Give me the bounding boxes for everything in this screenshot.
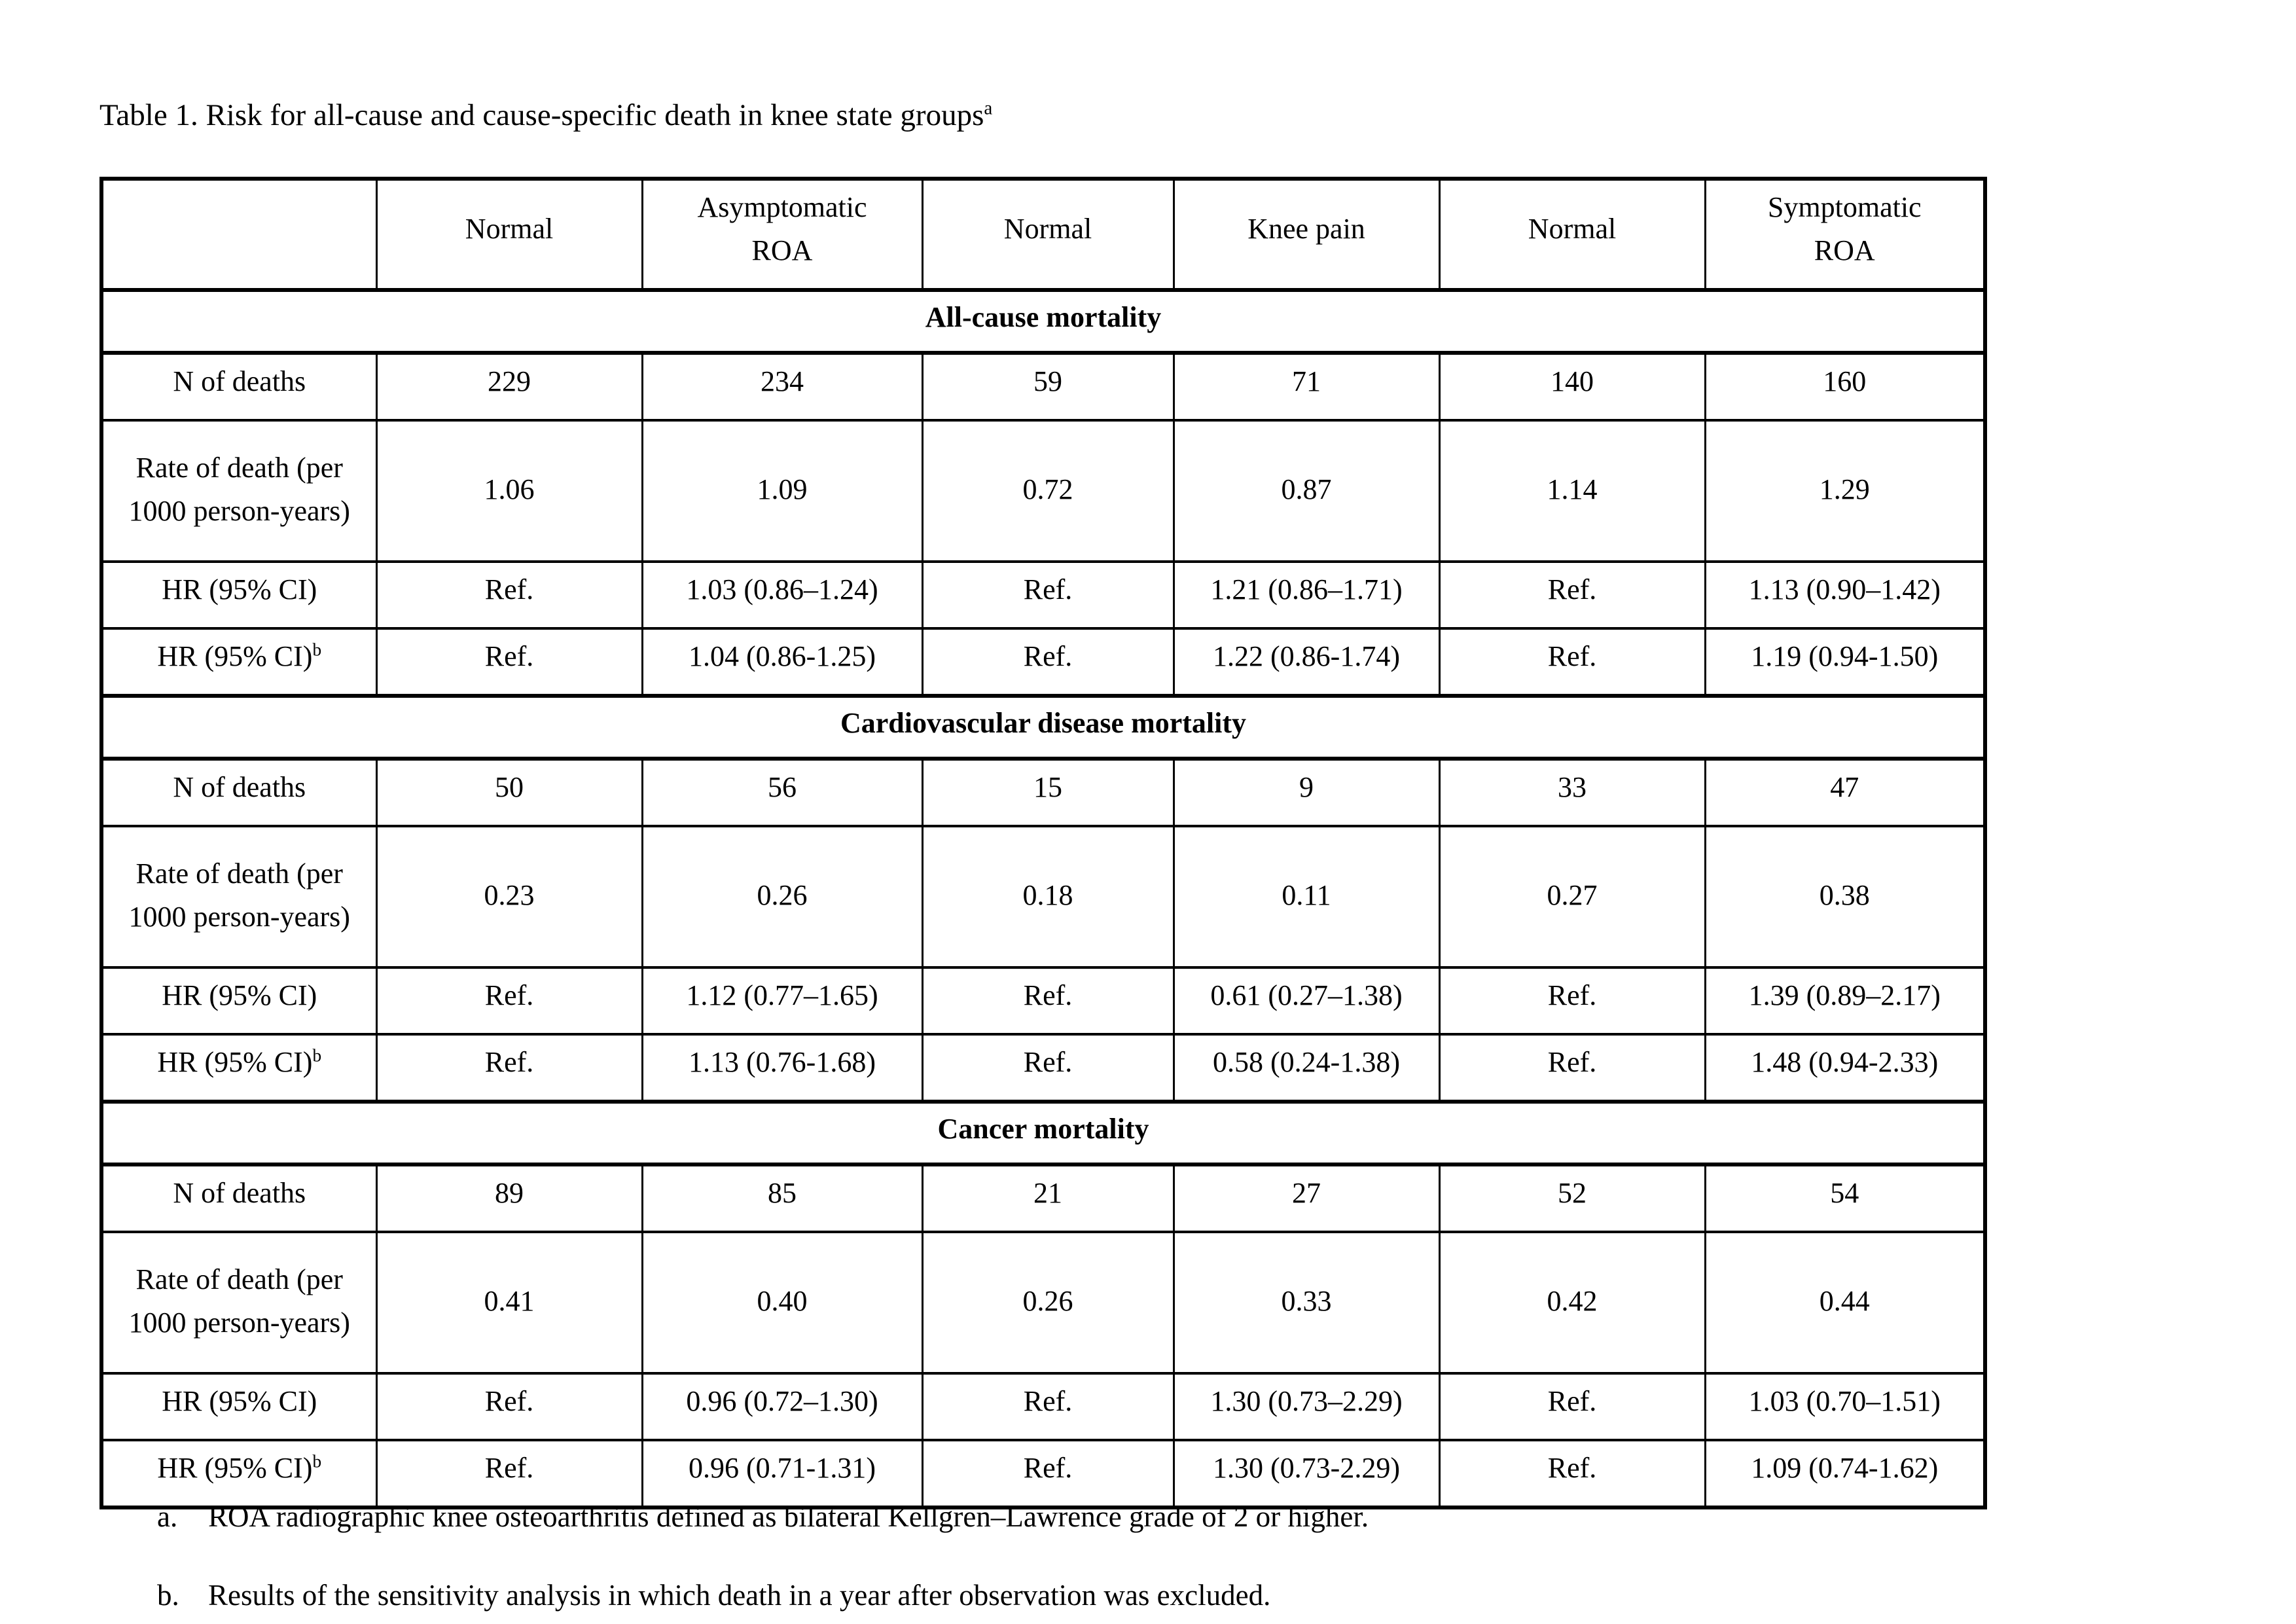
value-cell: 85 xyxy=(642,1164,922,1232)
row-label-superscript: b xyxy=(312,640,322,660)
row-label: Rate of death (per 1000 person-years) xyxy=(128,1263,350,1339)
value-cell: 0.33 xyxy=(1174,1232,1439,1373)
section-header-row xyxy=(101,1102,1985,1164)
footnote-a-text: ROA radiographic knee osteoarthritis defined as bilateral Kellgren–Lawrence grade of 2 or higher. xyxy=(208,1500,1369,1533)
value-cell: 160 xyxy=(1705,353,1985,420)
row-label: HR (95% CI) xyxy=(157,1452,313,1484)
footnote-b xyxy=(157,1576,2055,1615)
table-row xyxy=(101,1373,1985,1440)
value-cell: Ref. xyxy=(922,967,1174,1034)
value-cell: 0.41 xyxy=(376,1232,642,1373)
column-header-cell xyxy=(642,179,922,290)
column-header-cell xyxy=(101,179,376,290)
value-cell: 0.26 xyxy=(642,826,922,967)
value-cell: 0.40 xyxy=(642,1232,922,1373)
row-label-cell xyxy=(101,967,376,1034)
value-cell: 1.30 (0.73–2.29) xyxy=(1174,1373,1439,1440)
value-cell: 89 xyxy=(376,1164,642,1232)
value-cell: 0.61 (0.27–1.38) xyxy=(1174,967,1439,1034)
table-row xyxy=(101,1164,1985,1232)
value-cell: Ref. xyxy=(922,1373,1174,1440)
value-cell: 0.42 xyxy=(1439,1232,1705,1373)
value-cell: Ref. xyxy=(922,1440,1174,1507)
value-cell: Ref. xyxy=(376,1373,642,1440)
row-label: HR (95% CI) xyxy=(157,640,313,672)
column-header-line: ROA xyxy=(1814,234,1875,266)
section-header-row xyxy=(101,696,1985,759)
table-row xyxy=(101,967,1985,1034)
value-cell: 0.18 xyxy=(922,826,1174,967)
value-cell: 33 xyxy=(1439,759,1705,826)
footnote-a xyxy=(157,1498,2055,1536)
value-cell: 1.14 xyxy=(1439,420,1705,562)
row-label-cell xyxy=(101,420,376,562)
table-row xyxy=(101,628,1985,696)
value-cell: Ref. xyxy=(1439,562,1705,628)
column-header-cell xyxy=(1705,179,1985,290)
value-cell: 27 xyxy=(1174,1164,1439,1232)
value-cell: 234 xyxy=(642,353,922,420)
value-cell: 1.48 (0.94-2.33) xyxy=(1705,1034,1985,1102)
row-label-cell xyxy=(101,353,376,420)
column-header-line: Symptomatic xyxy=(1767,191,1922,223)
value-cell: 0.72 xyxy=(922,420,1174,562)
value-cell: Ref. xyxy=(376,628,642,696)
table-title-text: Table 1. Risk for all-cause and cause-specific death in knee state groups xyxy=(99,98,984,132)
column-header-row xyxy=(101,179,1985,290)
value-cell: 1.09 xyxy=(642,420,922,562)
column-header-label: Knee pain xyxy=(1247,213,1365,245)
value-cell: 1.21 (0.86–1.71) xyxy=(1174,562,1439,628)
value-cell: 0.23 xyxy=(376,826,642,967)
column-header-line: ROA xyxy=(751,234,813,266)
value-cell: 1.03 (0.86–1.24) xyxy=(642,562,922,628)
column-header-cell xyxy=(922,179,1174,290)
mortality-table xyxy=(99,177,1987,1509)
value-cell: 1.13 (0.90–1.42) xyxy=(1705,562,1985,628)
value-cell: 1.09 (0.74-1.62) xyxy=(1705,1440,1985,1507)
row-label-cell xyxy=(101,826,376,967)
row-label-superscript: b xyxy=(312,1451,322,1471)
value-cell: 1.29 xyxy=(1705,420,1985,562)
value-cell: Ref. xyxy=(1439,628,1705,696)
value-cell: 15 xyxy=(922,759,1174,826)
value-cell: Ref. xyxy=(376,967,642,1034)
row-label-cell xyxy=(101,1373,376,1440)
row-label-cell xyxy=(101,1034,376,1102)
value-cell: Ref. xyxy=(376,1440,642,1507)
value-cell: 0.26 xyxy=(922,1232,1174,1373)
row-label-cell xyxy=(101,1164,376,1232)
value-cell: Ref. xyxy=(922,628,1174,696)
value-cell: Ref. xyxy=(1439,1373,1705,1440)
value-cell: Ref. xyxy=(376,1034,642,1102)
value-cell: Ref. xyxy=(922,562,1174,628)
section-header-cell: Cardiovascular disease mortality xyxy=(101,696,1985,759)
row-label: N of deaths xyxy=(173,771,306,803)
footnote-b-marker: b. xyxy=(157,1579,179,1612)
row-label-cell xyxy=(101,759,376,826)
value-cell: 0.58 (0.24-1.38) xyxy=(1174,1034,1439,1102)
value-cell: 21 xyxy=(922,1164,1174,1232)
footnote-b-text: Results of the sensitivity analysis in which death in a year after observation was excluded. xyxy=(208,1579,1271,1612)
row-label: Rate of death (per 1000 person-years) xyxy=(128,857,350,933)
table-header xyxy=(101,179,1985,290)
value-cell: 1.06 xyxy=(376,420,642,562)
table-row xyxy=(101,562,1985,628)
table-row xyxy=(101,826,1985,967)
value-cell: 0.96 (0.71-1.31) xyxy=(642,1440,922,1507)
value-cell: 1.19 (0.94-1.50) xyxy=(1705,628,1985,696)
table-body xyxy=(101,290,1985,1507)
value-cell: 1.22 (0.86-1.74) xyxy=(1174,628,1439,696)
value-cell: 52 xyxy=(1439,1164,1705,1232)
value-cell: 0.11 xyxy=(1174,826,1439,967)
value-cell: 54 xyxy=(1705,1164,1985,1232)
row-label-cell xyxy=(101,562,376,628)
row-label-superscript: b xyxy=(312,1045,322,1066)
row-label: N of deaths xyxy=(173,365,306,397)
table-row xyxy=(101,420,1985,562)
table-row xyxy=(101,353,1985,420)
column-header-cell xyxy=(376,179,642,290)
value-cell: 9 xyxy=(1174,759,1439,826)
value-cell: 140 xyxy=(1439,353,1705,420)
section-header-cell: All-cause mortality xyxy=(101,290,1985,353)
column-header-label: Normal xyxy=(1528,213,1617,245)
row-label-cell xyxy=(101,1232,376,1373)
column-header-label: Normal xyxy=(465,213,554,245)
value-cell: 59 xyxy=(922,353,1174,420)
value-cell: 0.87 xyxy=(1174,420,1439,562)
row-label: N of deaths xyxy=(173,1177,306,1209)
value-cell: 1.12 (0.77–1.65) xyxy=(642,967,922,1034)
value-cell: Ref. xyxy=(1439,1034,1705,1102)
value-cell: Ref. xyxy=(922,1034,1174,1102)
value-cell: Ref. xyxy=(376,562,642,628)
column-header-line: Asymptomatic xyxy=(697,191,867,223)
value-cell: 71 xyxy=(1174,353,1439,420)
value-cell: 0.27 xyxy=(1439,826,1705,967)
value-cell: Ref. xyxy=(1439,967,1705,1034)
table-row xyxy=(101,1232,1985,1373)
row-label: HR (95% CI) xyxy=(162,1385,317,1417)
value-cell: 0.44 xyxy=(1705,1232,1985,1373)
footnote-a-marker: a. xyxy=(157,1500,178,1533)
value-cell: 229 xyxy=(376,353,642,420)
value-cell: 0.38 xyxy=(1705,826,1985,967)
value-cell: 1.03 (0.70–1.51) xyxy=(1705,1373,1985,1440)
column-header-cell xyxy=(1439,179,1705,290)
row-label: Rate of death (per 1000 person-years) xyxy=(128,452,350,527)
row-label: HR (95% CI) xyxy=(157,1046,313,1078)
table-title xyxy=(99,97,992,134)
value-cell: 47 xyxy=(1705,759,1985,826)
section-header-cell: Cancer mortality xyxy=(101,1102,1985,1164)
row-label-cell xyxy=(101,628,376,696)
table-row xyxy=(101,1034,1985,1102)
column-header-cell xyxy=(1174,179,1439,290)
column-header-label: Normal xyxy=(1003,213,1092,245)
value-cell: 56 xyxy=(642,759,922,826)
table-title-superscript: a xyxy=(984,98,993,119)
table-row xyxy=(101,759,1985,826)
value-cell: Ref. xyxy=(1439,1440,1705,1507)
value-cell: 1.13 (0.76-1.68) xyxy=(642,1034,922,1102)
section-header-row xyxy=(101,290,1985,353)
row-label: HR (95% CI) xyxy=(162,573,317,605)
value-cell: 1.04 (0.86-1.25) xyxy=(642,628,922,696)
value-cell: 50 xyxy=(376,759,642,826)
row-label: HR (95% CI) xyxy=(162,979,317,1011)
value-cell: 1.39 (0.89–2.17) xyxy=(1705,967,1985,1034)
value-cell: 0.96 (0.72–1.30) xyxy=(642,1373,922,1440)
value-cell: 1.30 (0.73-2.29) xyxy=(1174,1440,1439,1507)
